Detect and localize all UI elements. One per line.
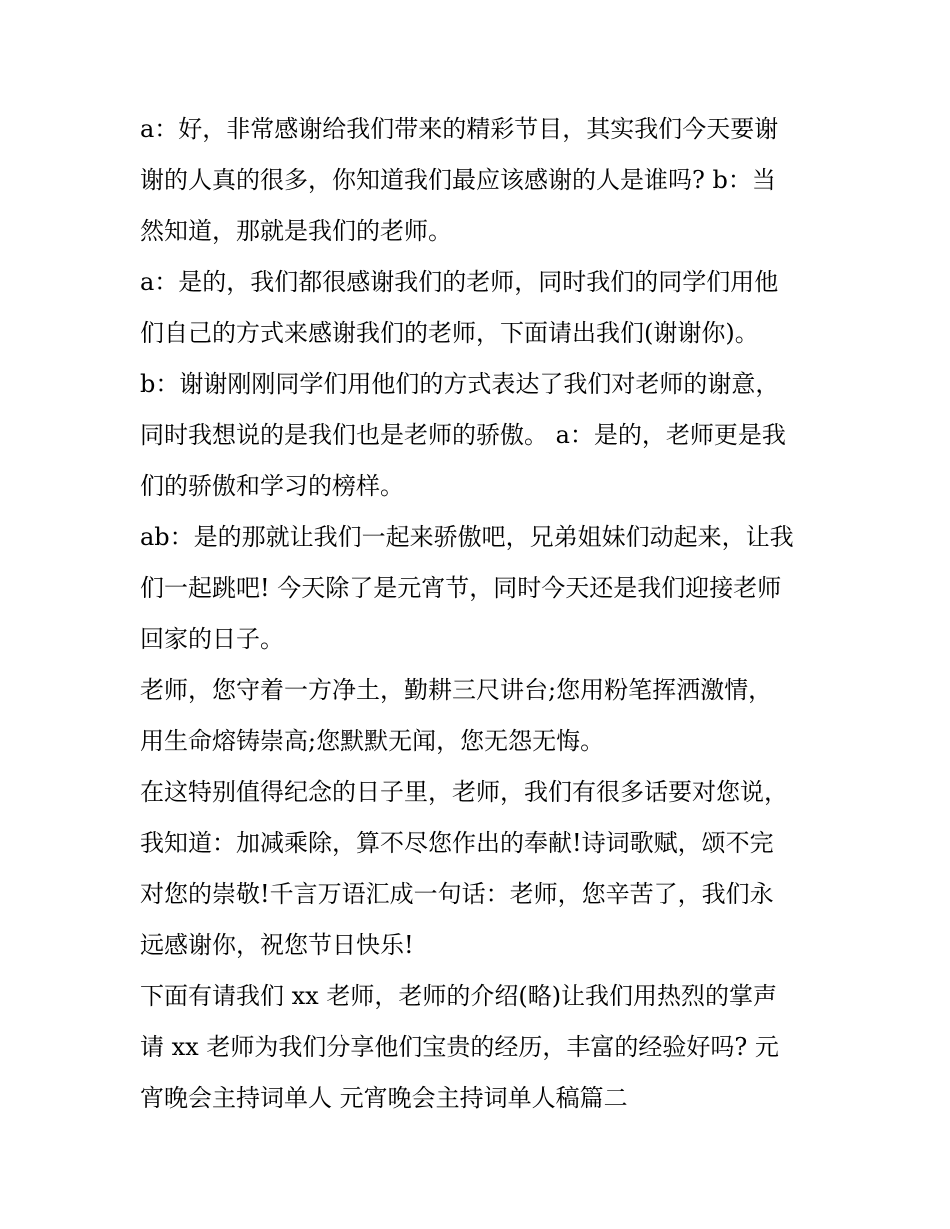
text-line: 远感谢你，祝您节日快乐! xyxy=(140,931,414,959)
text-line: 对您的崇敬!千言万语汇成一句话：老师，您辛苦了，我们永 xyxy=(140,880,774,908)
text-line: a：好，非常感谢给我们带来的精彩节目，其实我们今天要谢 xyxy=(140,115,779,143)
text-line: 回家的日子。 xyxy=(140,625,284,653)
paragraph-6 xyxy=(140,767,816,971)
text-line: 然知道，那就是我们的老师。 xyxy=(140,217,452,245)
text-line: 我知道：加减乘除，算不尽您作出的奉献!诗词歌赋，颂不完 xyxy=(140,829,774,857)
text-line: 谢的人真的很多，你知道我们最应该感谢的人是谁吗? b：当 xyxy=(140,166,776,194)
text-line: 们的骄傲和学习的榜样。 xyxy=(140,472,404,500)
text-line: 请 xx 老师为我们分享他们宝贵的经历，丰富的经验好吗? 元 xyxy=(140,1033,779,1061)
paragraph-3 xyxy=(140,359,816,512)
paragraph-5 xyxy=(140,665,816,767)
text-line: 们自己的方式来感谢我们的老师，下面请出我们(谢谢你)。 xyxy=(140,319,759,347)
text-line: a：是的，我们都很感谢我们的老师，同时我们的同学们用他 xyxy=(140,268,779,296)
text-line: 宵晚会主持词单人 元宵晚会主持词单人稿篇二 xyxy=(140,1084,628,1112)
paragraph-7 xyxy=(140,971,816,1124)
paragraph-2 xyxy=(140,257,816,359)
paragraph-1 xyxy=(140,104,816,257)
text-line: ab：是的那就让我们一起来骄傲吧，兄弟姐妹们动起来，让我 xyxy=(140,523,794,551)
text-line: b：谢谢刚刚同学们用他们的方式表达了我们对老师的谢意， xyxy=(140,370,780,398)
text-line: 在这特别值得纪念的日子里，老师，我们有很多话要对您说， xyxy=(140,778,788,806)
text-line: 们一起跳吧! 今天除了是元宵节，同时今天还是我们迎接老师 xyxy=(140,574,782,602)
document-body xyxy=(140,104,816,1124)
text-line: 同时我想说的是我们也是老师的骄傲。 a：是的，老师更是我 xyxy=(140,421,786,449)
paragraph-4 xyxy=(140,512,816,665)
text-line: 用生命熔铸崇高;您默默无闻，您无怨无悔。 xyxy=(140,727,605,755)
text-line: 下面有请我们 xx 老师，老师的介绍(略)让我们用热烈的掌声 xyxy=(140,982,778,1010)
text-line: 老师，您守着一方净土，勤耕三尺讲台;您用粉笔挥洒激情， xyxy=(140,676,773,704)
